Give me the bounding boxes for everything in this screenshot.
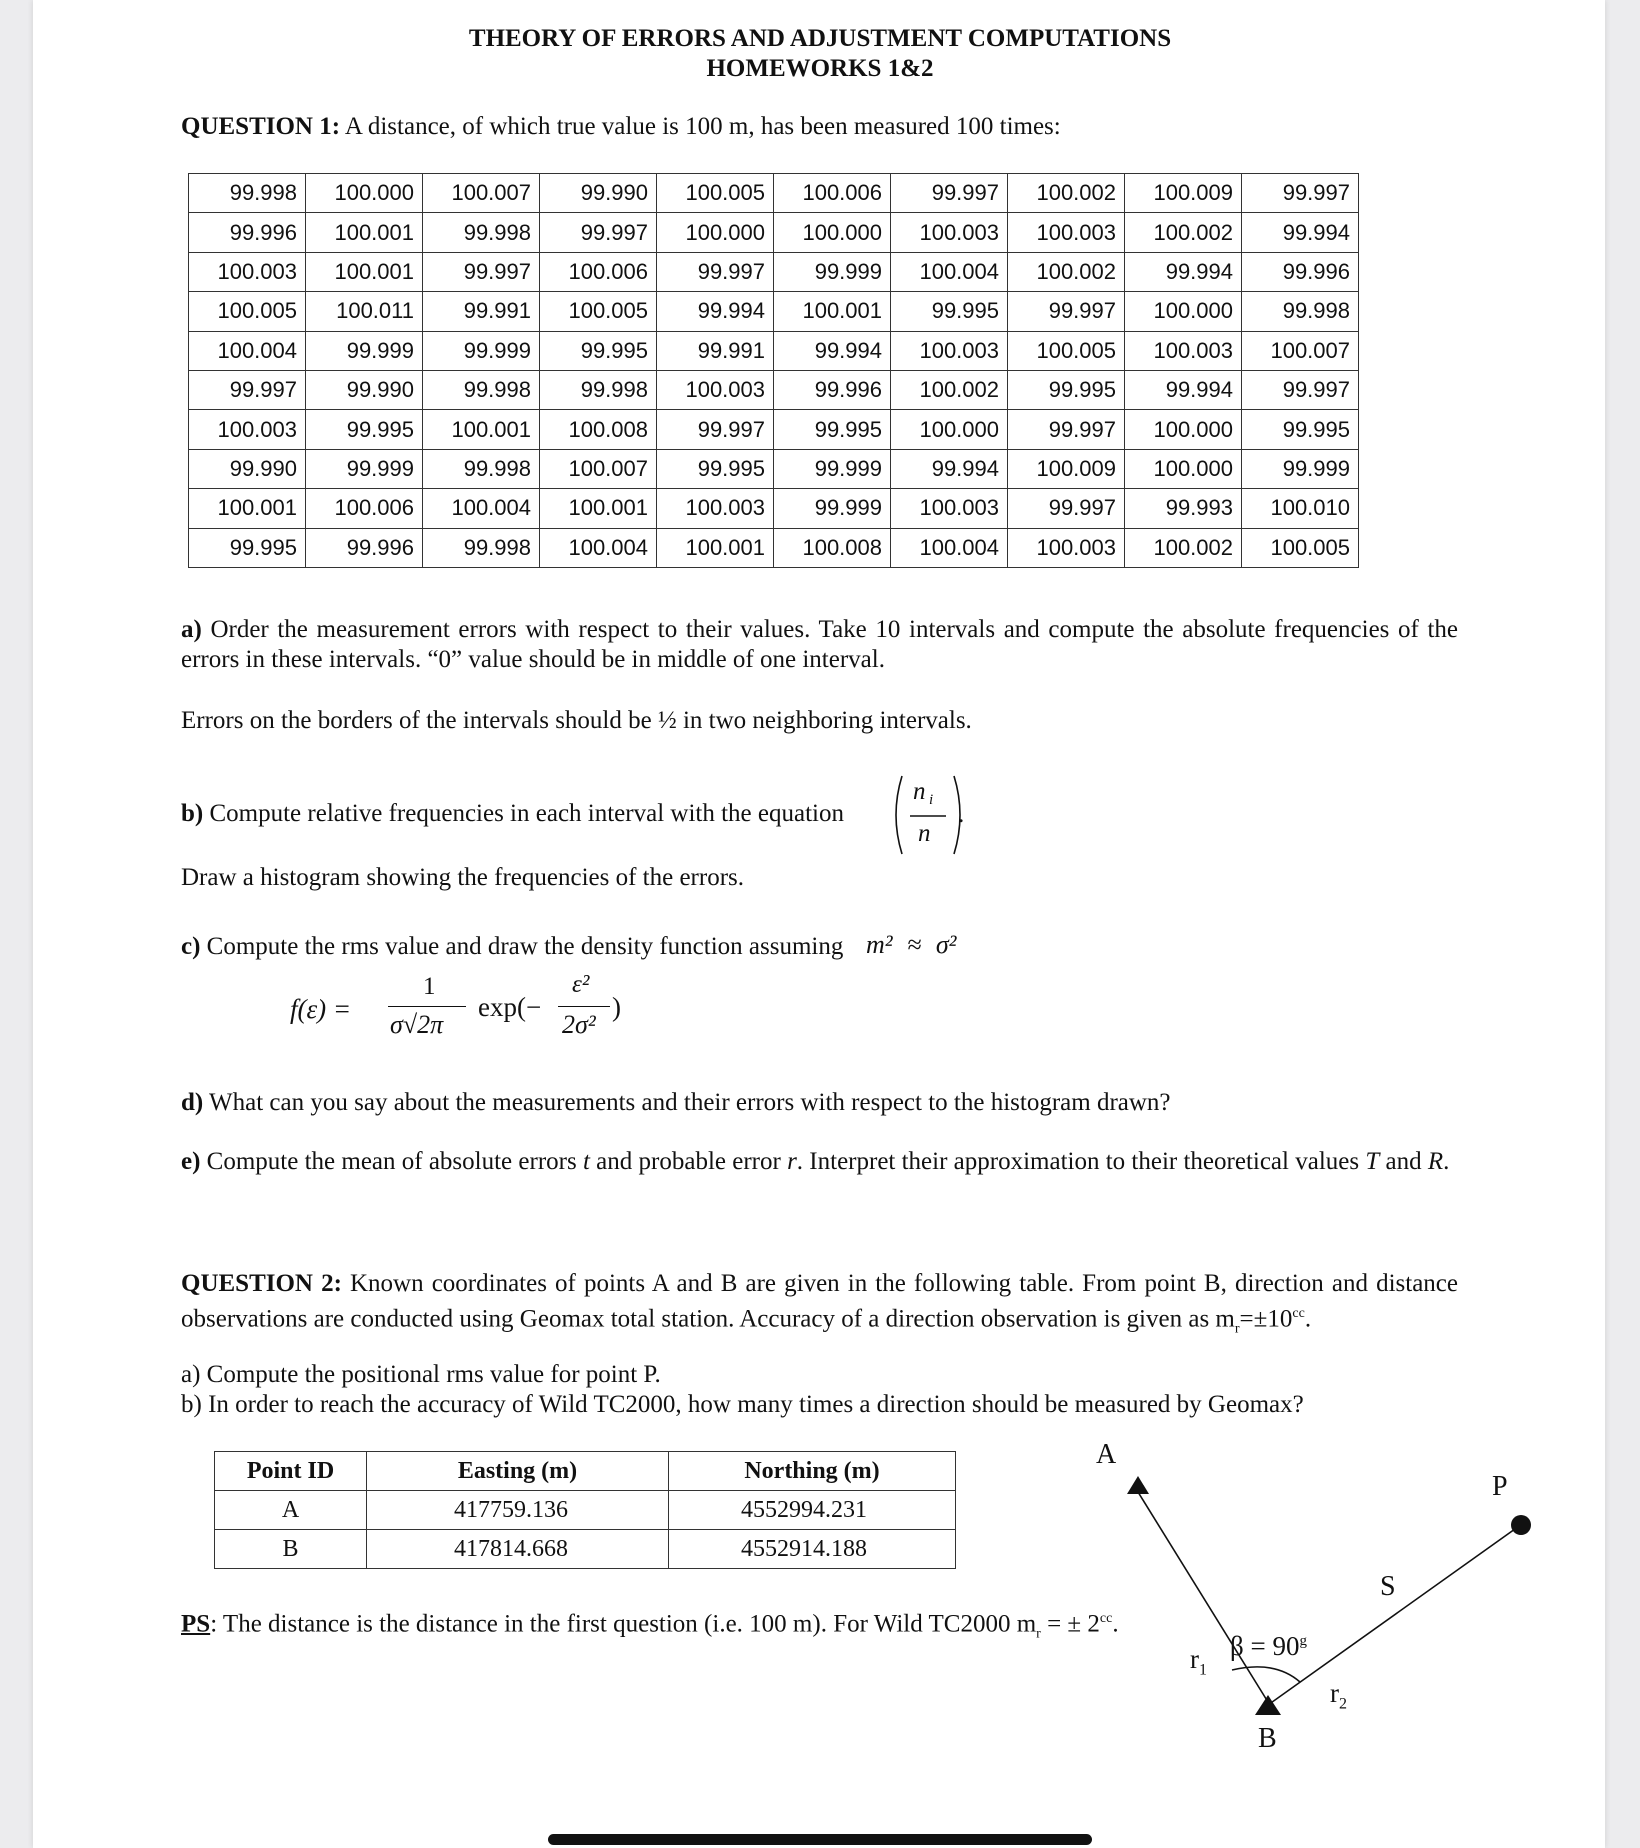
measurement-cell: 100.011 (306, 292, 423, 331)
measurement-cell: 99.996 (1242, 252, 1359, 291)
rms-assumption: m² ≈ σ² (866, 930, 957, 959)
table-row (189, 370, 1359, 409)
measurement-cell: 100.003 (891, 213, 1008, 252)
measurement-cell: 99.990 (189, 449, 306, 488)
measurement-cell: 99.998 (540, 370, 657, 409)
measurement-cell: 100.005 (1008, 331, 1125, 370)
density-function-formula: f(ε) = 1 σ√2π exp(− ε² 2σ² ) (290, 971, 621, 1039)
coordinates-table: Point ID Easting (m) Northing (m) A 417759.136 4552994.231 B 417814.668 4552914.188 (214, 1451, 956, 1569)
angle-beta-arc (1232, 1667, 1300, 1682)
measurement-cell: 100.005 (540, 292, 657, 331)
measurement-cell: 99.997 (1242, 174, 1359, 213)
measurement-cell: 99.997 (657, 252, 774, 291)
measurement-cell: 100.000 (1125, 449, 1242, 488)
measurement-cell: 100.004 (189, 331, 306, 370)
measurement-cell: 99.991 (657, 331, 774, 370)
q1-part-a-note: Errors on the borders of the intervals should be ½ in two neighboring intervals. (181, 707, 972, 734)
measurement-cell: 99.998 (423, 370, 540, 409)
measurement-cell: 100.001 (306, 213, 423, 252)
measurement-cell: 100.000 (1125, 410, 1242, 449)
measurement-cell: 100.002 (1125, 528, 1242, 567)
measurement-cell: 100.008 (774, 528, 891, 567)
table-row (189, 528, 1359, 567)
measurement-cell: 100.001 (657, 528, 774, 567)
measurement-cell: 100.001 (774, 292, 891, 331)
question-1-label: QUESTION 1: (181, 113, 341, 140)
measurement-cell: 100.003 (657, 489, 774, 528)
measurement-cell: 100.004 (891, 252, 1008, 291)
measurement-cell: 99.999 (1242, 449, 1359, 488)
measurement-cell: 100.000 (891, 410, 1008, 449)
measurement-cell: 99.995 (657, 449, 774, 488)
question-1-text: A distance, of which true value is 100 m, has been measured 100 times: (340, 113, 1061, 140)
measurement-cell: 99.995 (189, 528, 306, 567)
measurement-cell: 99.999 (774, 449, 891, 488)
measurement-cell: 99.996 (774, 370, 891, 409)
measurement-cell: 100.008 (540, 410, 657, 449)
measurement-cell: 99.994 (1125, 370, 1242, 409)
measurement-cell: 99.995 (1008, 370, 1125, 409)
measurements-table (188, 173, 1359, 568)
measurement-cell: 100.003 (1125, 331, 1242, 370)
q1-part-b: b) Compute relative frequencies in each interval with the equation (181, 800, 844, 827)
question-2-heading: QUESTION 2: Known coordinates of points A and B are given in the following table. From point B, direction and distance observations are conducted using Geomax total station. Accuracy of a direction observation is given as $m_r=\pm 10^{cc}$. (181, 1270, 1458, 1337)
measurement-cell: 99.996 (189, 213, 306, 252)
measurement-cell: 100.001 (423, 410, 540, 449)
table-row (189, 331, 1359, 370)
measurement-cell: 100.007 (423, 174, 540, 213)
measurement-cell: 99.995 (306, 410, 423, 449)
measurement-cell: 99.999 (306, 331, 423, 370)
measurement-cell: 100.000 (306, 174, 423, 213)
table-row (189, 252, 1359, 291)
measurement-cell: 100.004 (891, 528, 1008, 567)
measurement-cell: 99.995 (774, 410, 891, 449)
measurement-cell: 99.998 (423, 528, 540, 567)
relative-frequency-fraction: n i n (888, 772, 968, 858)
measurement-cell: 99.997 (1008, 489, 1125, 528)
measurement-cell: 100.009 (1008, 449, 1125, 488)
measurement-cell: 99.994 (1125, 252, 1242, 291)
table-row (189, 213, 1359, 252)
measurement-cell: 99.999 (774, 489, 891, 528)
measurement-cell: 100.002 (1125, 213, 1242, 252)
measurement-cell: 99.997 (540, 213, 657, 252)
measurement-cell: 100.002 (1008, 252, 1125, 291)
measurement-cell: 100.001 (540, 489, 657, 528)
measurement-cell: 99.994 (774, 331, 891, 370)
measurement-cell: 100.006 (540, 252, 657, 291)
table-row (189, 174, 1359, 213)
measurement-cell: 99.994 (657, 292, 774, 331)
table-row: B 417814.668 4552914.188 (215, 1530, 956, 1569)
point-a-triangle (1127, 1476, 1149, 1494)
measurement-cell: 99.998 (1242, 292, 1359, 331)
measurement-cell: 99.997 (1242, 370, 1359, 409)
measurement-cell: 99.996 (306, 528, 423, 567)
postscript-note: PS: The distance is the distance in the first question (i.e. 100 m). For Wild TC2000 $m_r$ = ± $2^{cc}$. (181, 1610, 1119, 1642)
measurement-cell: 100.003 (891, 489, 1008, 528)
measurement-cell: 99.993 (1125, 489, 1242, 528)
q1-part-b-note: Draw a histogram showing the frequencies of the errors. (181, 864, 745, 891)
measurement-cell: 99.998 (423, 213, 540, 252)
table-row (189, 292, 1359, 331)
q2-part-a: a) Compute the positional rms value for point P. (181, 1361, 661, 1388)
measurement-cell: 100.001 (306, 252, 423, 291)
measurement-cell: 100.004 (540, 528, 657, 567)
point-p-dot (1511, 1515, 1531, 1535)
measurement-cell: 99.990 (540, 174, 657, 213)
q1-part-d: d) What can you say about the measurements and their errors with respect to the histogram drawn? (181, 1089, 1171, 1116)
measurement-cell: 100.007 (1242, 331, 1359, 370)
measurement-cell: 99.997 (657, 410, 774, 449)
measurement-cell: 100.006 (774, 174, 891, 213)
measurement-cell: 99.995 (891, 292, 1008, 331)
q1-part-c: c) Compute the rms value and draw the density function assuming (181, 933, 844, 960)
measurement-cell: 99.990 (306, 370, 423, 409)
measurement-cell: 100.002 (1008, 174, 1125, 213)
measurement-cell: 100.000 (657, 213, 774, 252)
measurement-cell: 99.997 (189, 370, 306, 409)
q1-part-a: a) Order the measurement errors with respect to their values. Take 10 intervals and compute the absolute frequencies of the errors in these intervals. “0” value should be in middle of one interval. (181, 616, 1458, 673)
measurement-cell: 100.000 (1125, 292, 1242, 331)
measurement-cell: 99.998 (189, 174, 306, 213)
measurement-cell: 100.003 (1008, 528, 1125, 567)
line-b-to-p (1268, 1524, 1522, 1705)
measurement-cell: 99.999 (306, 449, 423, 488)
measurement-cell: 100.009 (1125, 174, 1242, 213)
measurement-cell: 100.005 (657, 174, 774, 213)
home-indicator-bar[interactable] (548, 1834, 1092, 1845)
measurement-cell: 99.995 (540, 331, 657, 370)
table-row (189, 449, 1359, 488)
measurement-cell: 99.997 (1008, 410, 1125, 449)
question-1-heading (181, 112, 1061, 142)
title-line-1: THEORY OF ERRORS AND ADJUSTMENT COMPUTATIONS (468, 25, 1172, 52)
measurement-cell: 100.006 (306, 489, 423, 528)
measurement-cell: 100.003 (891, 331, 1008, 370)
measurement-cell: 100.010 (1242, 489, 1359, 528)
measurement-cell: 100.000 (774, 213, 891, 252)
measurement-cell: 100.001 (189, 489, 306, 528)
table-row (189, 489, 1359, 528)
measurement-cell: 99.997 (423, 252, 540, 291)
measurement-cell: 99.999 (423, 331, 540, 370)
measurement-cell: 100.003 (1008, 213, 1125, 252)
geometry-diagram: A P S B $\beta = 90^g$ $r_1$ $r_2$ (1060, 1420, 1620, 1760)
measurement-cell: 100.007 (540, 449, 657, 488)
measurement-cell: 99.997 (1008, 292, 1125, 331)
q1-part-e: e) Compute the mean of absolute errors t and probable error r. Interpret their approximation to their theoretical values T and R. (181, 1148, 1450, 1175)
measurement-cell: 99.998 (423, 449, 540, 488)
measurement-cell: 100.005 (1242, 528, 1359, 567)
measurement-cell: 99.999 (774, 252, 891, 291)
table-row: A 417759.136 4552994.231 (215, 1491, 956, 1530)
measurement-cell: 100.004 (423, 489, 540, 528)
measurement-cell: 100.003 (189, 252, 306, 291)
table-row (189, 410, 1359, 449)
measurement-cell: 99.995 (1242, 410, 1359, 449)
measurement-cell: 100.003 (189, 410, 306, 449)
title-line-2: HOMEWORKS 1&2 (706, 55, 934, 82)
measurement-cell: 99.994 (1242, 213, 1359, 252)
measurement-cell: 100.005 (189, 292, 306, 331)
q2-part-b: b) In order to reach the accuracy of Wild TC2000, how many times a direction should be measured by Geomax? (181, 1391, 1304, 1418)
measurement-cell: 99.991 (423, 292, 540, 331)
measurement-cell: 99.997 (891, 174, 1008, 213)
measurement-cell: 100.003 (657, 370, 774, 409)
measurement-cell: 100.002 (891, 370, 1008, 409)
measurement-cell: 99.994 (891, 449, 1008, 488)
